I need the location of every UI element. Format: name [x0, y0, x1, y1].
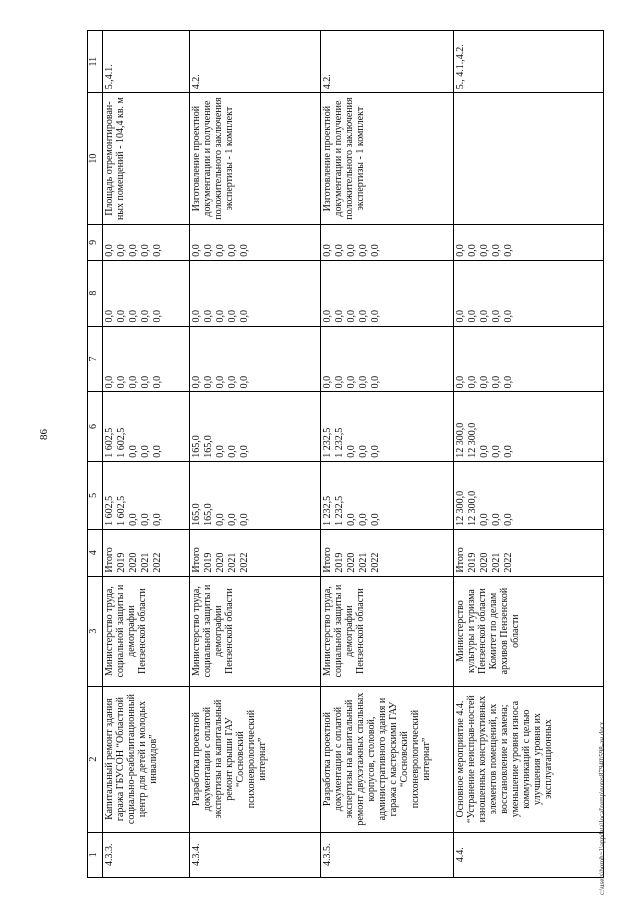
item-number: 4.4. [453, 832, 603, 877]
executor: Министерство культуры и туризма Пензенской области Комитет по делам архивов Пензенской области [453, 576, 603, 686]
other-sources-value: 0,0 [227, 244, 239, 257]
indicator-ref: 4.2. [190, 31, 321, 93]
local-budget-value: 0,0 [115, 310, 127, 323]
other-sources [321, 224, 453, 260]
other-sources-value: 0,0 [103, 244, 115, 257]
year-list-value: 2021 [227, 552, 239, 573]
year-list-value: 2021 [358, 552, 370, 573]
col-header: 5 [88, 461, 103, 529]
regional-budget [321, 392, 453, 461]
col-header: 11 [88, 31, 103, 93]
table-row [321, 31, 453, 878]
other-sources-value: 0,0 [215, 244, 227, 257]
year-list-value: 2019 [203, 552, 215, 573]
program-activities-table [87, 30, 604, 878]
other-sources-value: 0,0 [502, 244, 514, 257]
local-budget-value: 0,0 [227, 310, 239, 323]
regional-budget-value: 0,0 [358, 445, 370, 458]
expected-result [453, 93, 603, 225]
other-sources [190, 224, 321, 260]
total-funding-value: 1 602,5 [115, 495, 127, 526]
page-number: 86 [38, 429, 50, 440]
indicator-ref: 5., 4.1.,4.2. [453, 31, 603, 93]
table-row [453, 31, 603, 878]
federal-budget-value: 0,0 [139, 375, 151, 389]
year-list-value: Итого [454, 547, 466, 573]
col-header: 3 [88, 576, 103, 686]
local-budget-value: 0,0 [490, 310, 502, 323]
total-funding [190, 461, 321, 529]
other-sources-value: 0,0 [454, 244, 466, 257]
federal-budget-value: 0,0 [203, 375, 215, 389]
item-number: 4.3.3. [102, 832, 189, 877]
regional-budget-value: 0,0 [151, 445, 163, 458]
regional-budget-value: 0,0 [215, 445, 227, 458]
expected-result: Площадь отремонтирован-ных помещений - 104,4 кв. м [102, 93, 189, 225]
year-list-value: Итого [103, 547, 115, 573]
total-funding-value: 1 232,5 [334, 495, 346, 526]
local-budget-value: 0,0 [191, 310, 203, 323]
federal-budget-value: 0,0 [322, 375, 334, 389]
activity-title: Разработка проектной документации с оплатой экспертизы на капитальный ремонт двухэтажных спальных корпусов, столовой, административного здания и гаража с мастерскими ГАУ “Сосновский психоневрологический интернат” [321, 686, 453, 832]
local-budget-value: 0,0 [215, 310, 227, 323]
other-sources-value: 0,0 [203, 244, 215, 257]
other-sources-value: 0,0 [346, 244, 358, 257]
regional-budget [190, 392, 321, 461]
column-number-row [88, 31, 103, 878]
executor: Министерство труда, социальной защиты и демографии Пензенской области [102, 576, 189, 686]
total-funding-value: 0,0 [127, 513, 139, 526]
regional-budget-value: 0,0 [127, 445, 139, 458]
federal-budget-value: 0,0 [191, 375, 203, 389]
table-row [102, 31, 189, 878]
total-funding-value: 165,0 [203, 503, 215, 526]
total-funding-value: 0,0 [478, 513, 490, 526]
other-sources [453, 224, 603, 260]
regional-budget-value: 0,0 [502, 445, 514, 458]
year-list [453, 529, 603, 576]
item-number: 4.3.4. [190, 832, 321, 877]
regional-budget [102, 392, 189, 461]
local-budget-value: 0,0 [127, 310, 139, 323]
federal-budget [453, 326, 603, 392]
total-funding-value: 0,0 [370, 513, 382, 526]
other-sources [102, 224, 189, 260]
federal-budget-value: 0,0 [103, 375, 115, 389]
federal-budget-value: 0,0 [127, 375, 139, 389]
total-funding [453, 461, 603, 529]
regional-budget-value: 0,0 [227, 445, 239, 458]
federal-budget-value: 0,0 [215, 375, 227, 389]
total-funding-value: 165,0 [191, 503, 203, 526]
local-budget-value: 0,0 [139, 310, 151, 323]
year-list-value: 2022 [370, 552, 382, 573]
regional-budget-value: 0,0 [478, 445, 490, 458]
federal-budget-value: 0,0 [490, 375, 502, 389]
col-header: 6 [88, 392, 103, 461]
expected-result: Изготовление проектной документации и получение положительного заключения экспертизы - 1 комплект [321, 93, 453, 225]
col-header: 2 [88, 686, 103, 832]
col-header: 1 [88, 832, 103, 877]
year-list-value: 2020 [346, 552, 358, 573]
other-sources-value: 0,0 [322, 244, 334, 257]
other-sources-value: 0,0 [139, 244, 151, 257]
indicator-ref: 5.,4.1. [102, 31, 189, 93]
other-sources-value: 0,0 [358, 244, 370, 257]
regional-budget-value: 0,0 [490, 445, 502, 458]
year-list-value: 2020 [478, 552, 490, 573]
local-budget-value: 0,0 [334, 310, 346, 323]
total-funding-value: 12 300,0 [466, 490, 478, 526]
total-funding-value: 0,0 [358, 513, 370, 526]
other-sources-value: 0,0 [191, 244, 203, 257]
total-funding-value: 0,0 [139, 513, 151, 526]
total-funding-value: 0,0 [502, 513, 514, 526]
year-list [190, 529, 321, 576]
regional-budget-value: 1 602,5 [103, 427, 115, 458]
total-funding-value: 0,0 [151, 513, 163, 526]
total-funding-value: 1 232,5 [322, 495, 334, 526]
col-header: 8 [88, 260, 103, 326]
total-funding-value: 0,0 [239, 513, 251, 526]
federal-budget-value: 0,0 [466, 375, 478, 389]
expected-result: Изготовление проектной документации и получение положительного заключения экспертизы - 1 комплект [190, 93, 321, 225]
executor: Министерство труда, социальной защиты и демографии Пензенской области [321, 576, 453, 686]
federal-budget [102, 326, 189, 392]
regional-budget-value: 0,0 [139, 445, 151, 458]
regional-budget-value: 1 232,5 [322, 427, 334, 458]
local-budget-value: 0,0 [454, 310, 466, 323]
year-list [321, 529, 453, 576]
federal-budget-value: 0,0 [334, 375, 346, 389]
year-list-value: 2022 [151, 552, 163, 573]
local-budget-value: 0,0 [103, 310, 115, 323]
year-list-value: Итого [322, 547, 334, 573]
regional-budget-value: 12 300,0 [466, 422, 478, 458]
federal-budget-value: 0,0 [227, 375, 239, 389]
table-row [190, 31, 321, 878]
year-list-value: 2020 [127, 552, 139, 573]
local-budget [190, 260, 321, 326]
year-list-value: 2019 [466, 552, 478, 573]
regional-budget-value: 0,0 [239, 445, 251, 458]
year-list-value: 2019 [115, 552, 127, 573]
other-sources-value: 0,0 [466, 244, 478, 257]
total-funding-value: 0,0 [227, 513, 239, 526]
activity-title: Капитальный ремонт здания гаража ГБУСОН “Областной социально-реабилитационный центр для детей и молодых инвалидов” [102, 686, 189, 832]
total-funding-value: 12 300,0 [454, 490, 466, 526]
year-list-value: 2022 [502, 552, 514, 573]
local-budget-value: 0,0 [370, 310, 382, 323]
col-header: 10 [88, 93, 103, 225]
other-sources-value: 0,0 [151, 244, 163, 257]
total-funding [102, 461, 189, 529]
local-budget-value: 0,0 [151, 310, 163, 323]
local-budget [321, 260, 453, 326]
year-list-value: 2021 [490, 552, 502, 573]
local-budget-value: 0,0 [478, 310, 490, 323]
federal-budget-value: 0,0 [346, 375, 358, 389]
federal-budget-value: 0,0 [502, 375, 514, 389]
local-budget-value: 0,0 [239, 310, 251, 323]
table-body [102, 31, 603, 878]
col-header: 7 [88, 326, 103, 392]
activity-title: Основное мероприятие 4.4. “Устранение неисправ-ностей изношенных конструктивных элементов помещений, их восстановление и замена; уменьшение уровня износа коммуникаций с целью улучшения уровня их эксплуатационных [453, 686, 603, 832]
federal-budget-value: 0,0 [478, 375, 490, 389]
executor: Министерство труда, социальной защиты и демографии Пензенской области [190, 576, 321, 686]
regional-budget-value: 0,0 [370, 445, 382, 458]
total-funding-value: 1 602,5 [103, 495, 115, 526]
regional-budget-value: 0,0 [346, 445, 358, 458]
other-sources-value: 0,0 [239, 244, 251, 257]
item-number: 4.3.5. [321, 832, 453, 877]
other-sources-value: 0,0 [334, 244, 346, 257]
federal-budget [321, 326, 453, 392]
total-funding-value: 0,0 [215, 513, 227, 526]
col-header: 4 [88, 529, 103, 576]
other-sources-value: 0,0 [127, 244, 139, 257]
regional-budget-value: 12 300,0 [454, 422, 466, 458]
federal-budget-value: 0,0 [115, 375, 127, 389]
other-sources-value: 0,0 [478, 244, 490, 257]
local-budget-value: 0,0 [466, 310, 478, 323]
regional-budget-value: 165,0 [191, 435, 203, 458]
local-budget-value: 0,0 [322, 310, 334, 323]
local-budget-value: 0,0 [502, 310, 514, 323]
regional-budget [453, 392, 603, 461]
regional-budget-value: 1 602,5 [115, 427, 127, 458]
local-budget-value: 0,0 [203, 310, 215, 323]
federal-budget-value: 0,0 [358, 375, 370, 389]
local-budget [453, 260, 603, 326]
federal-budget-value: 0,0 [151, 375, 163, 389]
total-funding [321, 461, 453, 529]
other-sources-value: 0,0 [115, 244, 127, 257]
local-budget [102, 260, 189, 326]
col-header: 9 [88, 224, 103, 260]
total-funding-value: 0,0 [346, 513, 358, 526]
year-list-value: 2019 [334, 552, 346, 573]
year-list-value: 2022 [239, 552, 251, 573]
program-activities-table-wrapper [87, 30, 604, 878]
activity-title: Разработка проектной документации с оплатой экспертизы на капитальный ремонт крыши ГАУ “Сосновский психоневрологический интернат” [190, 686, 321, 832]
federal-budget-value: 0,0 [370, 375, 382, 389]
local-budget-value: 0,0 [358, 310, 370, 323]
regional-budget-value: 1 232,5 [334, 427, 346, 458]
footer-file-path: c:\users\boroh~1\appdata\local\temp\notes87940\598-ан.docx [598, 721, 606, 895]
year-list [102, 529, 189, 576]
federal-budget-value: 0,0 [454, 375, 466, 389]
year-list-value: 2021 [139, 552, 151, 573]
total-funding-value: 0,0 [490, 513, 502, 526]
other-sources-value: 0,0 [370, 244, 382, 257]
federal-budget [190, 326, 321, 392]
federal-budget-value: 0,0 [239, 375, 251, 389]
local-budget-value: 0,0 [346, 310, 358, 323]
regional-budget-value: 165,0 [203, 435, 215, 458]
year-list-value: Итого [191, 547, 203, 573]
year-list-value: 2020 [215, 552, 227, 573]
indicator-ref: 4.2. [321, 31, 453, 93]
other-sources-value: 0,0 [490, 244, 502, 257]
